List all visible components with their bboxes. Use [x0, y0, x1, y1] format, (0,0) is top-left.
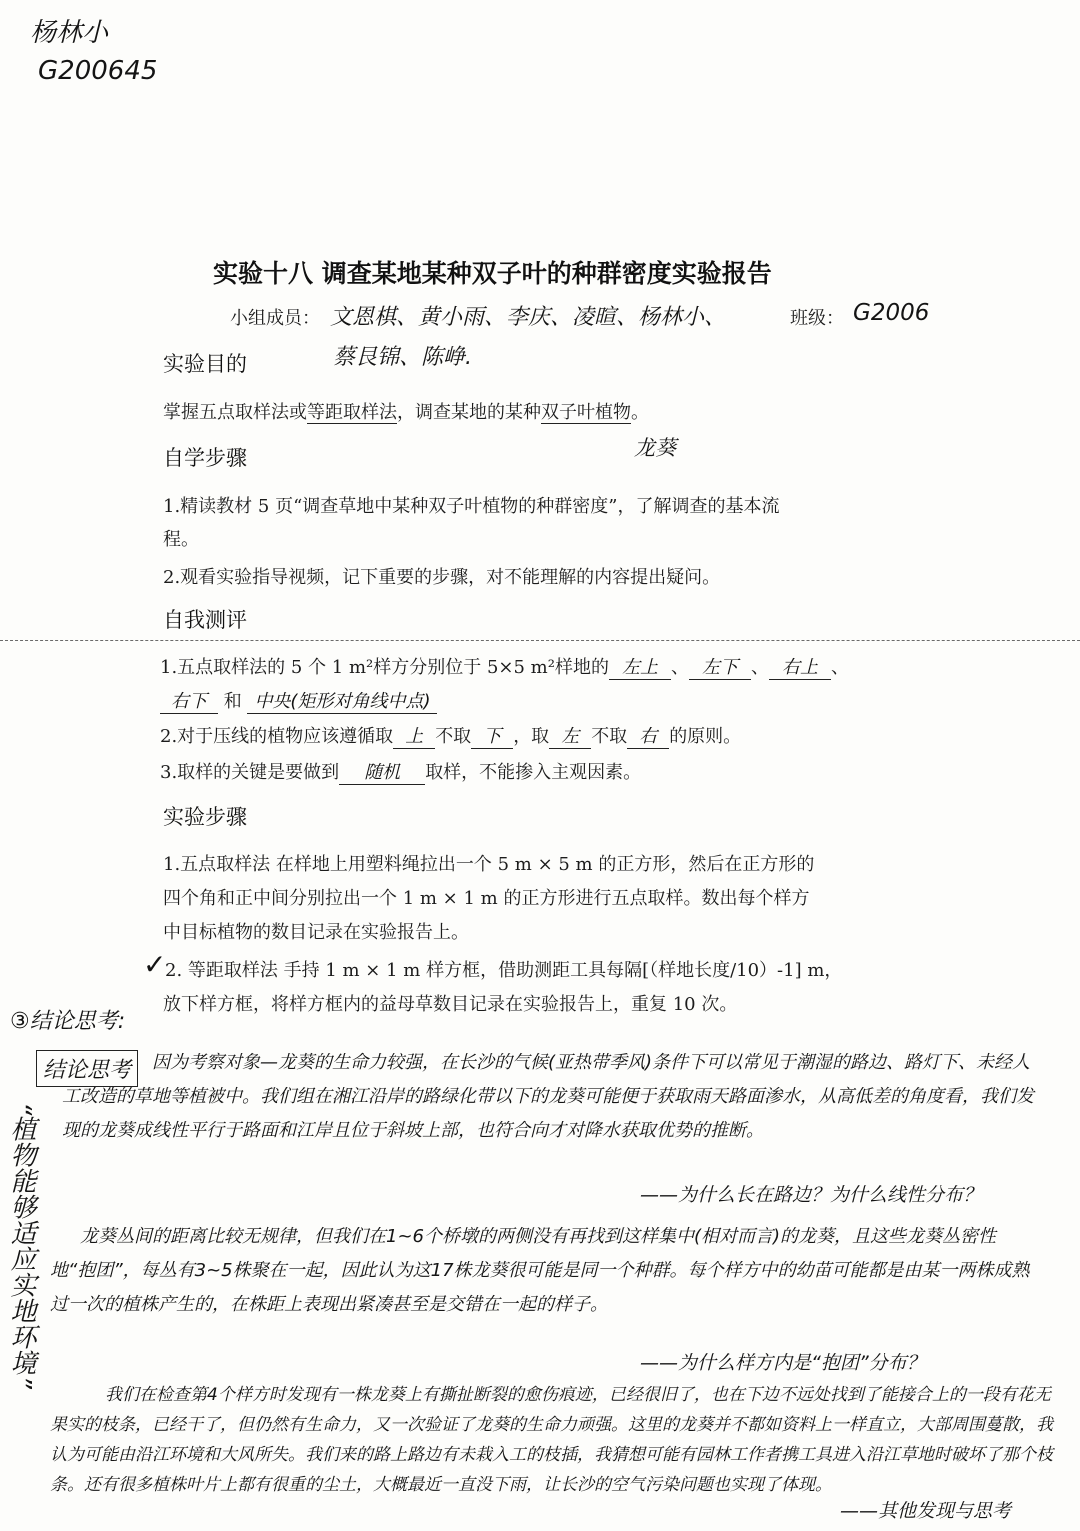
- conclusion-paragraph-1: 因为考察对象—龙葵的生命力较强，在长沙的气候(亚热带季风)条件下可以常见于潮湿的路边、路灯下、未经人工改造的草地等植被中。我们组在湘江沿岸的路绿化带以下的龙葵可能便于获取雨天路面渗水，从高低差的角度看，我们发现的龙葵成线性平行于路面和江岸且位于斜坡上部，也符合向才对降水获取优势的推断。: [62, 1052, 1034, 1141]
- members-label: 小组成员：: [230, 308, 320, 329]
- selftest-q1-answer3: 右上: [769, 653, 831, 680]
- selftest-q3-answer: 随机: [339, 758, 425, 785]
- purpose-text: [163, 398, 649, 424]
- steps-s1-line1: 1.五点取样法 在样地上用塑料绳拉出一个 5 m × 5 m 的正方形，然后在正方形的: [163, 854, 815, 875]
- selftest-q1-sep3: 、: [830, 657, 849, 678]
- selfstudy-step2: 2.观看实验指导视频，记下重要的步骤，对不能理解的内容提出疑问。: [163, 567, 721, 588]
- selftest-q2-text-a: 2.对于压线的植物应该遵循取: [160, 726, 394, 747]
- purpose-text-c: ，调查某地的某种: [397, 402, 541, 423]
- selftest-q2-answer3: 左: [549, 722, 591, 749]
- purpose-text-a: 掌握五点取样法或: [163, 402, 307, 423]
- conclusion-margin-heading: ③结论思考:: [10, 1009, 126, 1034]
- steps-s1-line2: 四个角和正中间分别拉出一个 1 m × 1 m 的正方形进行五点取样。数出每个样方: [163, 888, 810, 909]
- selftest-q1-and: 和: [223, 691, 242, 712]
- selftest-q1-sep1: 、: [670, 657, 689, 678]
- selftest-q2-text-b: 不取: [435, 726, 472, 747]
- selftest-heading: 自我测评: [163, 608, 247, 632]
- side-quote: “植物能够适应实地环境”: [6, 1102, 36, 1389]
- selfstudy-step1-line2: 程。: [163, 529, 199, 550]
- steps-s1-line3: 中目标植物的数目记录在实验报告上。: [163, 922, 469, 943]
- purpose-underlined-method: 等距取样法: [307, 402, 397, 423]
- purpose-underlined-plant: 双子叶植物: [541, 402, 631, 423]
- conclusion-p2-signature: ——为什么样方内是“抱团”分布？: [640, 1352, 926, 1374]
- selftest-q1-text: 1.五点取样法的 5 个 1 m²样方分别位于 5×5 m²样地的: [160, 657, 609, 678]
- selftest-q1-answer2: 左下: [689, 653, 751, 680]
- conclusion-paragraph-2: 龙葵丛间的距离比较无规律，但我们在1~6个桥墩的两侧没有再找到这样集中(相对而言)的龙葵，且这些龙葵丛密性地“抱团”，每丛有3~5株聚在一起，因此认为这17株龙葵很可能是同一个种群。每个样方中的幼苗可能都是由某一两株成熟过一次的植株产生的，在株距上表现出紧凑甚至是交错在一起的样子。: [50, 1226, 1030, 1315]
- check-mark-icon: ✓: [143, 948, 167, 981]
- selftest-q3-text-a: 3.取样的关键是要做到: [160, 762, 340, 783]
- selftest-q3-text-b: 取样，不能掺入主观因素。: [425, 762, 642, 783]
- student-id: G200645: [38, 56, 158, 86]
- selfstudy-heading: 自学步骤: [163, 446, 247, 470]
- selftest-q2: [160, 722, 741, 749]
- purpose-plant-note: 龙葵: [634, 436, 676, 460]
- student-name: 杨林小: [30, 18, 109, 48]
- selftest-q1-answer5: 中央(矩形对角线中点): [247, 687, 437, 714]
- members-names-line2: 蔡艮锦、陈峥.: [333, 345, 472, 370]
- selftest-q1-answer4: 右下: [160, 687, 218, 714]
- conclusion-paragraph-3: 我们在检查第4个样方时发现有一株龙葵上有撕扯断裂的愈伤痕迹，已经很旧了，也在下边不远处找到了能接合上的一段有花无果实的枝条，已经干了，但仍然有生命力，又一次验证了龙葵的生命力顽强。这里的龙葵并不都如资料上一样直立，大部周围蔓散，我认为可能由沿江环境和大风所失。我们来的路上路边有未栽入工的枝插，我猜想可能有园林工作者携工具进入沿江草地时破坏了那个枝条。还有很多植株叶片上都有很重的尘土，大概最近一直没下雨，让长沙的空气污染问题也实现了体现。: [50, 1385, 1053, 1495]
- selftest-q1-line2: [160, 687, 437, 714]
- selftest-q1-sep2: 、: [750, 657, 769, 678]
- selfstudy-step1-line1: 1.精读教材 5 页“调查草地中某种双子叶植物的种群密度”，了解调查的基本流: [163, 496, 780, 517]
- steps-s2-line1: 2. 等距取样法 手持 1 m × 1 m 样方框，借助测距工具每隔[（样地长度/10）-1] m，: [165, 960, 843, 981]
- purpose-text-e: 。: [631, 402, 649, 423]
- selftest-q2-answer2: 下: [471, 722, 513, 749]
- selftest-q2-answer1: 上: [393, 722, 435, 749]
- selftest-q1-line1: [160, 653, 849, 680]
- selftest-q2-answer4: 右: [627, 722, 669, 749]
- report-title: 实验十八 调查某地某种双子叶的种群密度实验报告: [213, 259, 772, 288]
- members-names-line1: 文恩棋、黄小雨、李庆、凌暄、杨林小、: [330, 305, 727, 330]
- steps-heading: 实验步骤: [163, 805, 247, 829]
- purpose-heading: 实验目的: [163, 352, 247, 376]
- selftest-q2-text-d: 不取: [591, 726, 628, 747]
- class-label: 班级：: [790, 308, 844, 329]
- class-value: G2006: [853, 300, 930, 326]
- conclusion-label: 结论思考: [36, 1050, 138, 1087]
- conclusion-p3-signature: ——其他发现与思考: [840, 1500, 1012, 1522]
- selftest-q1-answer1: 左上: [609, 653, 671, 680]
- steps-s2-line2: 放下样方框，将样方框内的益母草数目记录在实验报告上，重复 10 次。: [163, 994, 738, 1015]
- page-fold-line: [0, 640, 1080, 641]
- selftest-q2-text-e: 的原则。: [669, 726, 742, 747]
- selftest-q3: [160, 758, 641, 785]
- conclusion-p1-signature: ——为什么长在路边？为什么线性分布？: [640, 1184, 983, 1206]
- selftest-q2-text-c: ，取: [513, 726, 550, 747]
